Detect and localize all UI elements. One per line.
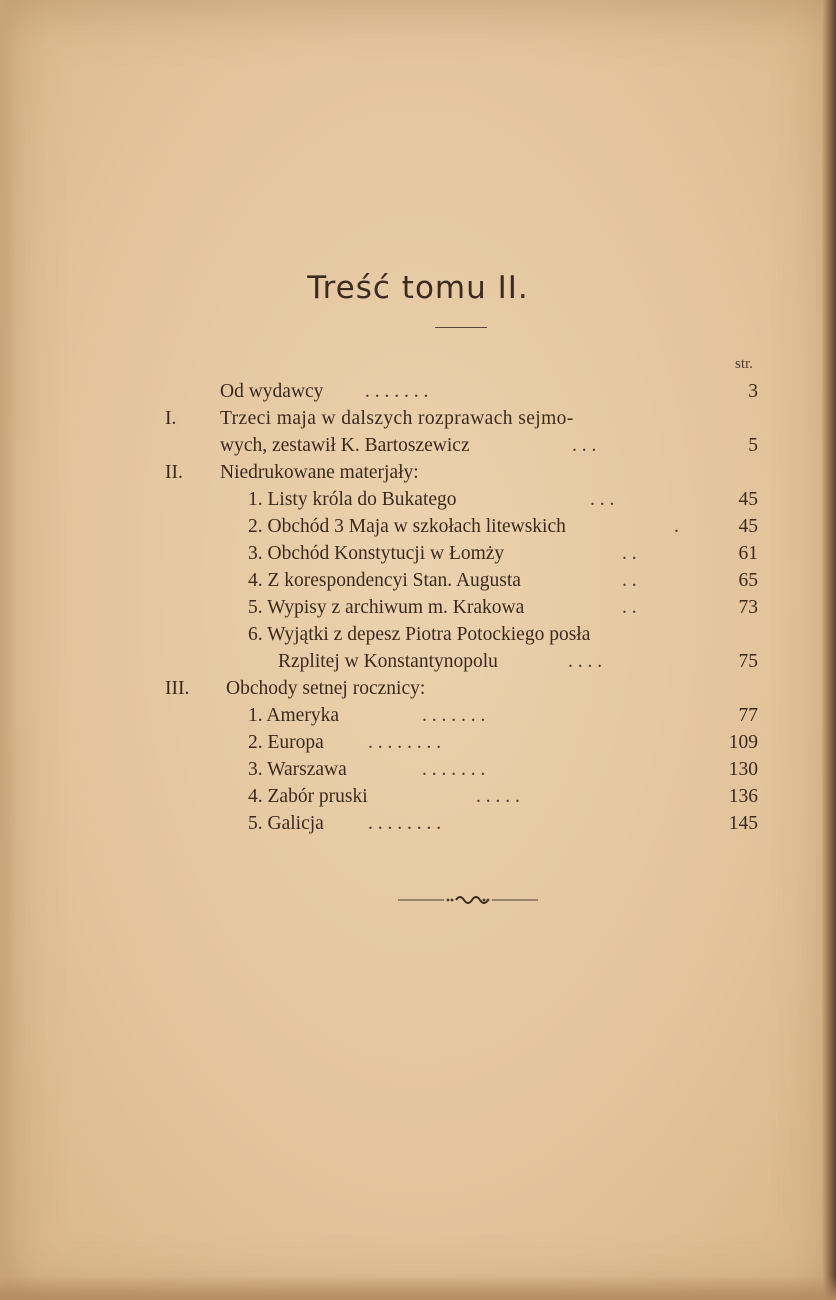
toc-entry <box>0 621 836 648</box>
toc-entry-page: 130 <box>728 759 758 780</box>
toc-entry <box>0 675 836 702</box>
toc-leader-dots: . . . . . . . . <box>368 732 442 753</box>
title-divider <box>435 327 487 328</box>
toc-entry <box>0 648 836 675</box>
toc-entry-title: Obchody setnej rocznicy: <box>226 678 426 699</box>
ornament-divider <box>398 890 538 910</box>
toc-entry-page: 77 <box>738 705 758 726</box>
toc-entry-page: 3 <box>748 381 758 402</box>
toc-entry-title: 3. Obchód Konstytucji w Łomży <box>248 543 505 564</box>
toc-entry-number: III. <box>165 678 190 699</box>
toc-leader-dots: . . <box>622 570 637 591</box>
toc-entry <box>0 810 836 837</box>
toc-entry-number: II. <box>165 462 183 483</box>
toc-entry-title: 2. Obchód 3 Maja w szkołach litewskich <box>248 516 566 537</box>
toc-entry <box>0 432 836 459</box>
toc-leader-dots: . . . . . . . <box>365 381 429 402</box>
toc-entry-page: 65 <box>738 570 758 591</box>
toc-entry-title: Rzplitej w Konstantynopolu <box>278 651 498 672</box>
toc-leader-dots: . . . . <box>568 651 603 672</box>
toc-entry-title: Trzeci maja w dalszych rozprawach sejmo- <box>220 408 574 429</box>
toc-entry-title: 5. Wypisy z archiwum m. Krakowa <box>248 597 525 618</box>
toc-entry-title: Od wydawcy <box>220 381 324 402</box>
toc-entry-page: 61 <box>738 543 758 564</box>
toc-entry <box>0 378 836 405</box>
toc-entry <box>0 486 836 513</box>
toc-entry-title: 4. Z korespondencyi Stan. Augusta <box>248 570 521 591</box>
toc-entry <box>0 729 836 756</box>
toc-leader-dots: . . . . . . . <box>422 759 486 780</box>
toc-entry <box>0 783 836 810</box>
toc-entry-title: 2. Europa <box>248 732 324 753</box>
toc-entry-page: 109 <box>728 732 758 753</box>
toc-entry-page: 136 <box>728 786 758 807</box>
toc-entry <box>0 702 836 729</box>
toc-leader-dots: . . . <box>572 435 597 456</box>
toc-entry-page: 75 <box>738 651 758 672</box>
toc-entry-page: 5 <box>748 435 758 456</box>
toc-leader-dots: . . . <box>590 489 615 510</box>
toc-entry <box>0 756 836 783</box>
toc-leader-dots: . . . . . <box>476 786 520 807</box>
toc-entry <box>0 540 836 567</box>
toc-entry-page: 145 <box>728 813 758 834</box>
page-column-header: str. <box>735 356 753 372</box>
toc-leader-dots: . . <box>622 597 637 618</box>
toc-entry-title: Niedrukowane materjały: <box>220 462 419 483</box>
toc-leader-dots: . . . . . . . <box>422 705 486 726</box>
toc-leader-dots: . <box>674 516 679 537</box>
page-bottom-edge <box>0 1276 836 1300</box>
toc-entry <box>0 405 836 432</box>
toc-entry <box>0 594 836 621</box>
toc-entry-title: 1. Listy króla do Bukatego <box>248 489 457 510</box>
page-title: Treść tomu II. <box>307 270 529 306</box>
toc-entry <box>0 567 836 594</box>
toc-entry-page: 45 <box>738 489 758 510</box>
toc-entry-page: 73 <box>738 597 758 618</box>
toc-entry-title: wych, zestawił K. Bartoszewicz <box>220 435 470 456</box>
toc-entry-title: 5. Galicja <box>248 813 324 834</box>
toc-entry-number: I. <box>165 408 177 429</box>
toc-entry <box>0 459 836 486</box>
toc-entry-title: 1. Ameryka <box>248 705 339 726</box>
toc-entry-page: 45 <box>738 516 758 537</box>
toc-leader-dots: . . <box>622 543 637 564</box>
toc-entry-title: 3. Warszawa <box>248 759 347 780</box>
toc-entry-title: 6. Wyjątki z depesz Piotra Potockiego posła <box>248 624 591 645</box>
toc-leader-dots: . . . . . . . . <box>368 813 442 834</box>
toc-entry <box>0 513 836 540</box>
toc-entry-title: 4. Zabór pruski <box>248 786 368 807</box>
